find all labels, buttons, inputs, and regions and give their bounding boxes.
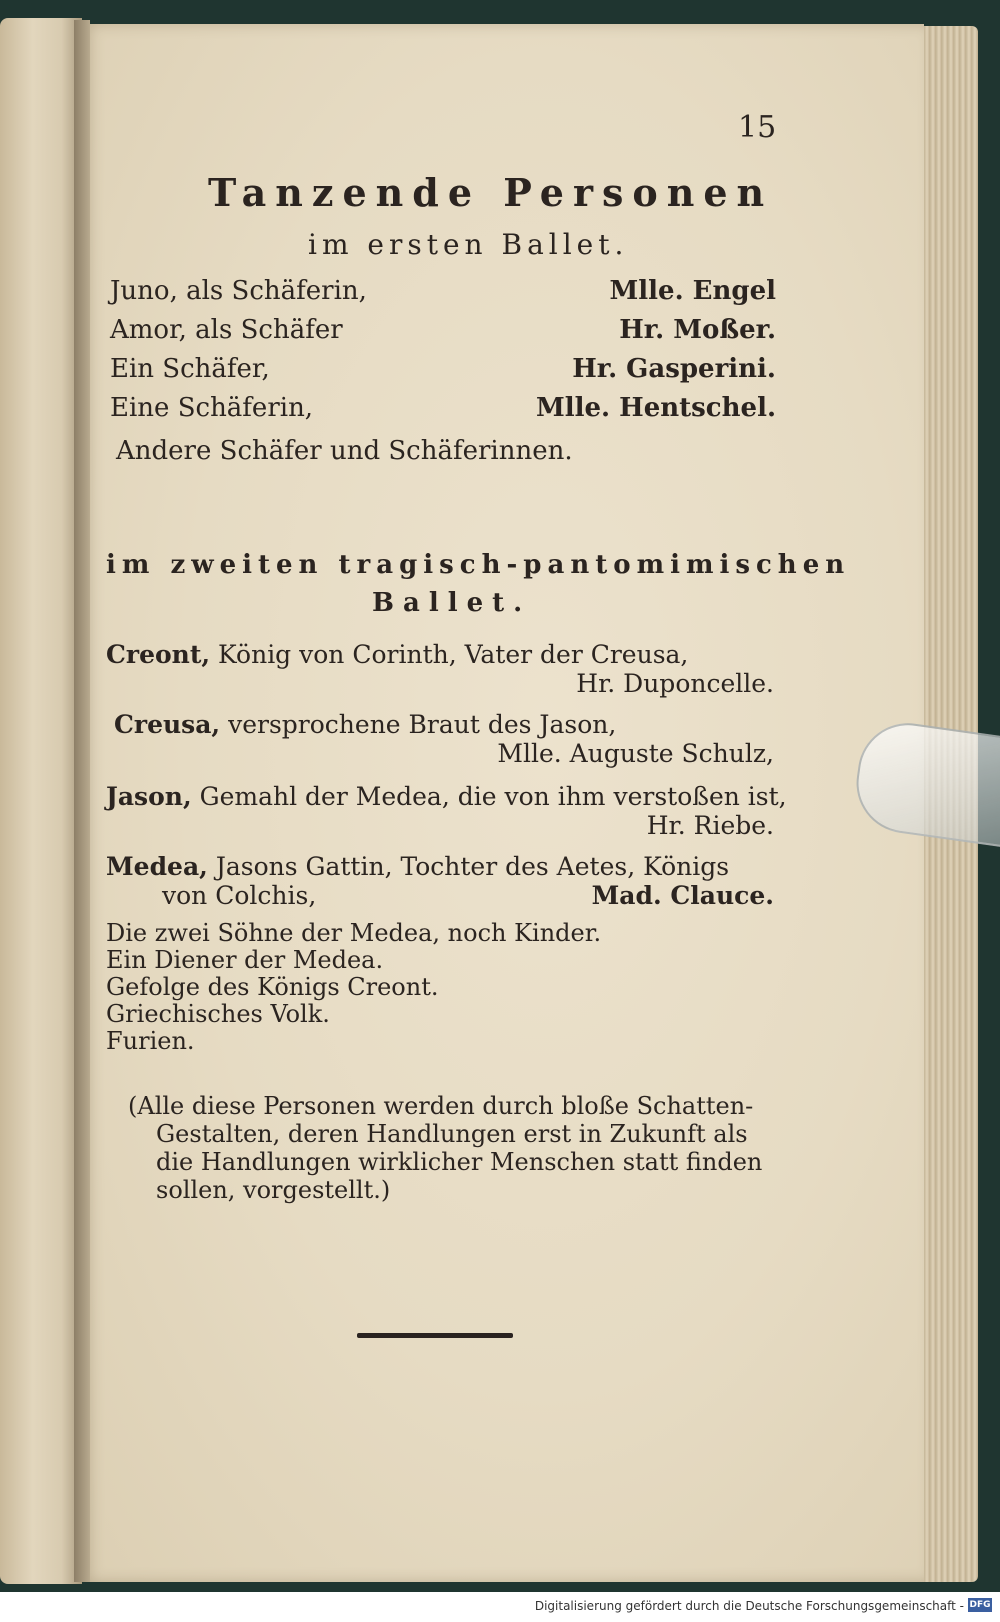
ballet2-heading-cont: Ballet.: [372, 588, 532, 618]
character-desc: König von Corinth, Vater der Creusa,: [218, 640, 689, 669]
character-desc: von Colchis,: [162, 881, 317, 910]
list-item: Ein Diener der Medea.: [106, 946, 384, 974]
list-item: Gefolge des Königs Creont.: [106, 973, 439, 1001]
character-desc: Jasons Gattin, Tochter des Aetes, Königs: [215, 852, 730, 881]
cast-row: [110, 315, 776, 349]
cast-role: Juno, als Schäferin,: [110, 276, 367, 306]
cast-entry: [114, 710, 774, 768]
ballet1-heading: im ersten Ballet.: [308, 228, 629, 261]
digitization-credit: Digitalisierung gefördert durch die Deutsche Forschungsgemeinschaft -: [534, 1599, 964, 1613]
cast-entry: [106, 782, 787, 840]
note-line: Gestalten, deren Handlungen erst in Zukunft als: [156, 1120, 748, 1148]
cast-row: [110, 276, 776, 310]
cast-actor: Mlle. Engel: [609, 276, 776, 306]
previous-page-edge: [0, 18, 82, 1584]
cast-actor: Hr. Moßer.: [619, 315, 776, 345]
cast-role: Eine Schäferin,: [110, 393, 314, 423]
cast-actor: Hr. Gasperini.: [572, 354, 776, 384]
note-line: sollen, vorgestellt.): [156, 1176, 391, 1204]
character-name: Creusa,: [114, 710, 221, 739]
page-title: Tanzende Personen: [208, 170, 774, 215]
cast-actor: Mlle. Auguste Schulz,: [497, 739, 774, 768]
cast-entry: [106, 640, 774, 698]
character-desc: Gemahl der Medea, die von ihm verstoßen ist,: [199, 782, 787, 811]
cast-entry: [106, 852, 774, 910]
stage-note: [128, 1092, 778, 1204]
cast-others: Andere Schäfer und Schäferinnen.: [116, 436, 573, 466]
cast-actor: Hr. Duponcelle.: [576, 669, 774, 698]
cast-row: [110, 393, 776, 427]
page-number: 15: [738, 110, 777, 145]
cast-row: [110, 354, 776, 388]
cast-actor: Mad. Clauce.: [591, 881, 774, 910]
cast-role: Ein Schäfer,: [110, 354, 270, 384]
character-desc: versprochene Braut des Jason,: [228, 710, 617, 739]
section-rule: [357, 1333, 513, 1338]
ballet2-heading: im zweiten tragisch-pantomimischen: [106, 550, 851, 580]
book-gutter: [74, 20, 90, 1582]
list-item: Furien.: [106, 1027, 195, 1055]
character-name: Medea,: [106, 852, 208, 881]
cast-actor: Mlle. Hentschel.: [535, 393, 776, 423]
note-line: (Alle diese Personen werden durch bloße Schatten-: [128, 1092, 754, 1120]
character-name: Creont,: [106, 640, 211, 669]
cast-role: Amor, als Schäfer: [110, 315, 343, 345]
character-name: Jason,: [106, 782, 192, 811]
note-line: die Handlungen wirklicher Menschen statt finden: [156, 1148, 763, 1176]
list-item: Die zwei Söhne der Medea, noch Kinder.: [106, 919, 602, 947]
list-item: Griechisches Volk.: [106, 1000, 330, 1028]
cast-actor: Hr. Riebe.: [646, 811, 774, 840]
dfg-logo: DFG: [969, 1600, 991, 1610]
